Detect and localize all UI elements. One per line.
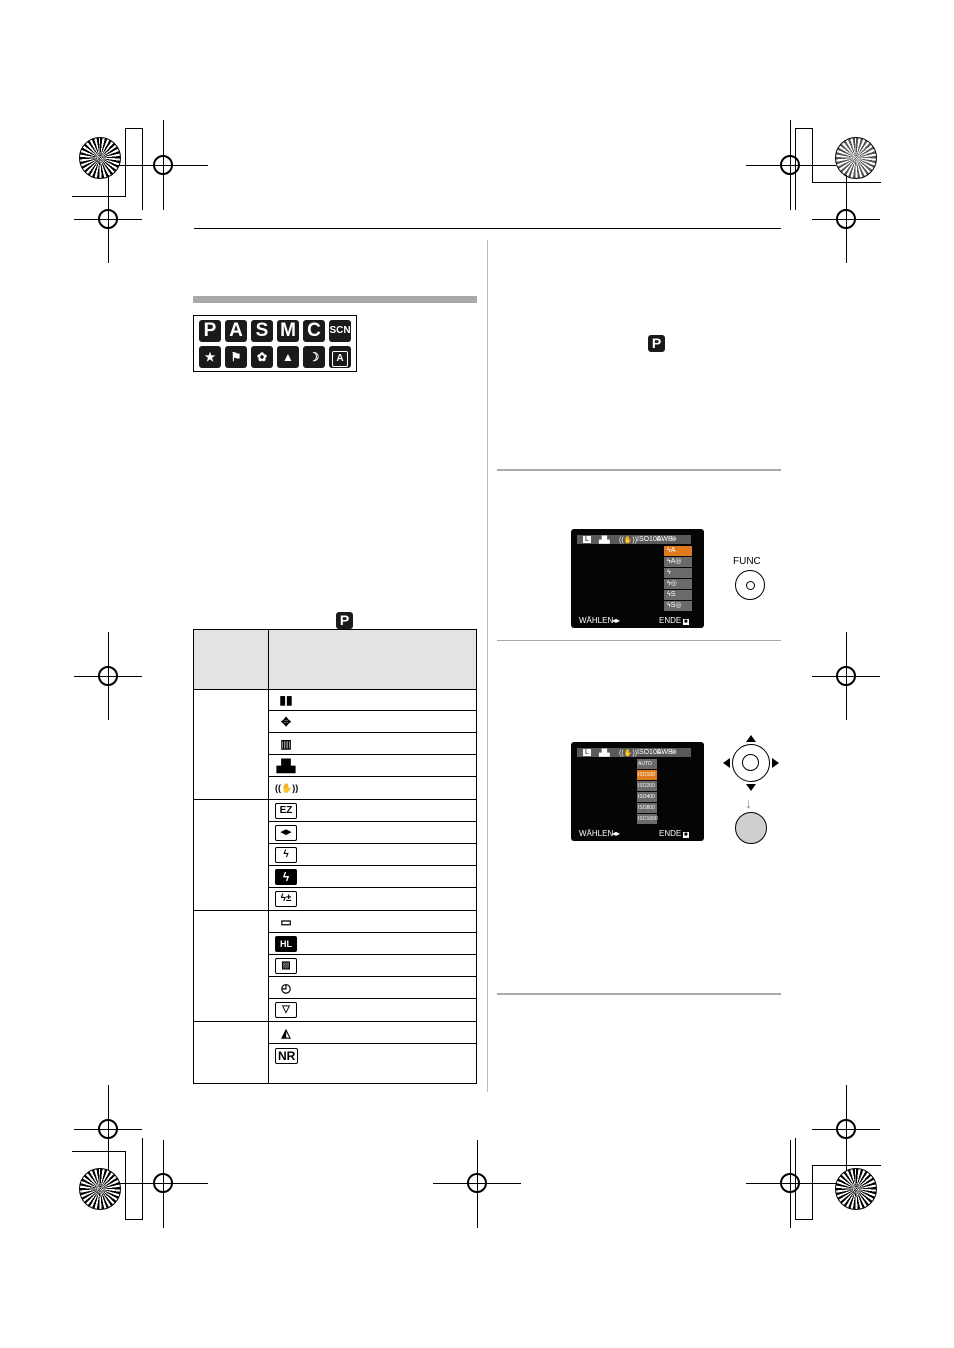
available-modes-box — [193, 315, 357, 372]
registration-sun-icon — [835, 1168, 877, 1210]
lcd-footer-exit: ENDE — [659, 616, 682, 625]
arrow-left-icon[interactable] — [723, 758, 730, 768]
table-row — [269, 733, 476, 755]
settings-table — [193, 629, 477, 1084]
table-row — [269, 711, 476, 733]
table-row — [269, 911, 476, 933]
flash-adjust-icon: ϟ± — [275, 891, 297, 907]
flash-synchro-icon: ϟ — [275, 869, 297, 885]
target-mark-icon — [780, 155, 800, 175]
lcd-top-item: ((✋)) — [619, 537, 638, 544]
table-row — [269, 977, 476, 999]
table-header — [194, 630, 476, 690]
color-effect-icon: ▽ — [275, 1002, 297, 1018]
column-divider — [487, 240, 488, 1092]
scenery-icon: ▲ — [277, 346, 299, 368]
lcd-top-item: ⊛ — [671, 536, 677, 543]
menu-button-icon: ■ — [684, 832, 688, 838]
divider-1 — [497, 469, 781, 471]
table-row — [269, 800, 476, 822]
lcd-top-item: AWB — [657, 536, 673, 543]
extended-zoom-icon: EZ — [275, 803, 297, 819]
intelligent-iso-icon: ▟▙ — [276, 759, 296, 773]
auto-icon — [329, 346, 351, 368]
auto-icon-label: A — [332, 351, 348, 367]
mode-s-icon: S — [251, 320, 273, 342]
lcd-top-item: ⊛ — [671, 749, 677, 756]
target-mark-icon — [836, 1119, 856, 1139]
sports-icon: ⚑ — [225, 346, 247, 368]
menu-item[interactable]: ϟS◎ — [664, 601, 692, 611]
table-row — [269, 822, 476, 844]
mode-m-icon: M — [277, 320, 299, 342]
menu-item[interactable]: ISO800 — [637, 803, 657, 813]
flash-icon: ϟ — [275, 847, 297, 863]
target-mark-icon — [98, 666, 118, 686]
lcd-footer-select: WÄHLEN — [579, 616, 614, 625]
cursor-buttons[interactable] — [732, 744, 770, 782]
lcd-top-item: ▟▙ — [599, 750, 610, 757]
iso-options-list — [637, 759, 657, 825]
table-row — [269, 866, 476, 888]
lcd-footer-arrows-icon: ◂▸ — [612, 616, 621, 625]
divider-2 — [497, 640, 781, 641]
table-row — [269, 689, 476, 711]
table-row — [269, 1022, 476, 1044]
arrow-right-icon[interactable] — [772, 758, 779, 768]
divider-3 — [497, 993, 781, 995]
header-rule — [194, 228, 781, 229]
menu-item[interactable]: ISO100 — [637, 770, 657, 780]
picture-adjust-icon: ◭ — [281, 1026, 291, 1040]
target-mark-icon — [836, 666, 856, 686]
table-row — [269, 999, 476, 1021]
menu-item[interactable]: ISO400 — [637, 792, 657, 802]
target-mark-icon — [153, 155, 173, 175]
iso-menu-screen — [571, 742, 704, 841]
menu-item[interactable]: ϟA◎ — [664, 557, 692, 567]
picture-size-icon: ▮▮ — [279, 693, 293, 707]
burst-icon: ▭ — [280, 915, 292, 929]
mode-a-icon: A — [225, 320, 247, 342]
target-mark-icon — [467, 1173, 487, 1193]
p-mode-marker-icon: P — [648, 335, 665, 352]
lcd-footer-arrows-icon: ◂▸ — [612, 829, 621, 838]
func-button[interactable] — [735, 570, 765, 600]
p-mode-marker-icon: P — [336, 612, 353, 629]
lcd-footer-select: WÄHLEN — [579, 829, 614, 838]
menu-item[interactable]: ISO1600 — [638, 816, 658, 822]
registration-sun-icon — [835, 137, 877, 179]
table-row — [269, 888, 476, 910]
section-heading-bar — [193, 296, 477, 303]
burst-hl-icon: HL — [275, 936, 297, 952]
target-mark-icon — [153, 1173, 173, 1193]
menu-item[interactable]: ϟ — [664, 568, 692, 578]
bracket-icon: ▨ — [275, 958, 297, 974]
quality-icon: ✥ — [280, 715, 292, 729]
lcd-top-item: L — [585, 749, 589, 756]
registration-sun-icon — [79, 1168, 121, 1210]
lcd-top-item: AWB — [657, 749, 673, 756]
lcd-top-item: ▟▙ — [599, 537, 610, 544]
target-mark-icon — [780, 1173, 800, 1193]
arrow-up-icon[interactable] — [746, 735, 756, 742]
registration-sun-icon — [79, 137, 121, 179]
table-row — [269, 844, 476, 866]
lcd-top-item: ISO100 — [637, 749, 661, 756]
table-row — [269, 955, 476, 977]
flash-options-list — [664, 546, 692, 612]
target-mark-icon — [836, 209, 856, 229]
menu-item[interactable]: ϟ◎ — [664, 579, 692, 589]
lcd-top-item: ISO100 — [637, 536, 661, 543]
down-arrow-icon: ↓ — [745, 795, 752, 811]
target-mark-icon — [98, 209, 118, 229]
arrow-down-icon[interactable] — [746, 784, 756, 791]
audio-icon: ▥ — [280, 737, 292, 751]
lcd-footer-exit: ENDE — [659, 829, 682, 838]
night-icon: ☽ — [303, 346, 325, 368]
mode-c-icon: C — [303, 320, 325, 342]
intelligent-portrait-icon: ★ — [199, 346, 221, 368]
target-mark-icon — [98, 1119, 118, 1139]
menu-button-icon: ■ — [684, 619, 688, 625]
menu-item[interactable]: ϟS — [664, 590, 692, 600]
noise-reduction-icon: NR — [275, 1048, 298, 1064]
flash-menu-screen — [571, 529, 704, 628]
menu-item[interactable]: ϟA — [664, 546, 692, 556]
mode-scn-icon: SCN — [329, 320, 351, 342]
menu-item[interactable]: ISO200 — [637, 781, 657, 791]
table-row — [269, 1044, 476, 1086]
table-row — [269, 777, 476, 799]
self-timer-icon: ◴ — [280, 981, 292, 995]
macro-flower-icon: ✿ — [251, 346, 273, 368]
digital-zoom-icon: ◀▶ — [275, 825, 297, 841]
table-row — [269, 755, 476, 777]
lcd-top-item: ((✋)) — [619, 750, 638, 757]
func-label: FUNC — [733, 556, 761, 567]
table-row — [269, 933, 476, 955]
menu-set-button[interactable] — [735, 812, 767, 844]
stabilizer-icon: ((✋)) — [275, 783, 299, 793]
menu-item[interactable]: AUTO — [637, 759, 657, 769]
lcd-top-item: L — [585, 536, 589, 543]
mode-p-icon: P — [199, 320, 221, 342]
